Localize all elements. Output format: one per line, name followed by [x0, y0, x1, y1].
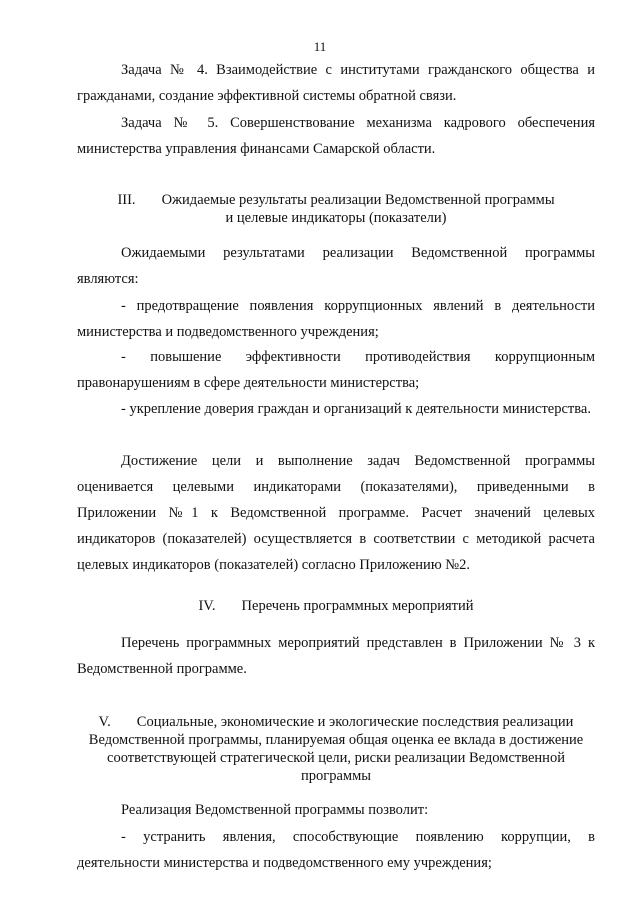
section-3-intro: Ожидаемыми результатами реализации Ведомственной программы являются: — [77, 245, 595, 287]
section-3-title-line-1: III. Ожидаемые результаты реализации Ведомственной программы — [117, 192, 555, 208]
section-5-intro: Реализация Ведомственной программы позволит: — [121, 802, 429, 818]
section-5-title-line-3: соответствующей стратегической цели, риски реализации Ведомственной — [107, 750, 565, 766]
section-5-title-line-1: V. Социальные, экономические и экологические последствия реализации — [98, 714, 574, 730]
section-5-title-line-4: программы — [301, 768, 371, 784]
task-5-paragraph: Задача № 5. Совершенствование механизма кадрового обеспечения министерства управления финансами Самарской области. — [77, 115, 595, 157]
section-4-number: IV. — [198, 598, 216, 614]
section-3-heading — [77, 191, 595, 227]
section-5-title-line-2: Ведомственной программы, планируемая общая оценка ее вклада в достижение — [88, 732, 584, 748]
section-4-title: Перечень программных мероприятий — [241, 598, 474, 614]
section-5-heading — [77, 713, 595, 785]
page-number: 11 — [313, 39, 327, 54]
section-5-list-item-1: - устранить явления, способствующие появлению коррупции, в деятельности министерства и подведомственного ему учреждения; — [77, 829, 595, 871]
section-3-list-item-1: - предотвращение появления коррупционных явлений в деятельности министерства и подведомственного учреждения; — [77, 298, 595, 340]
section-4-heading — [77, 597, 595, 615]
section-3-title-line-2: и целевые индикаторы (показатели) — [225, 210, 447, 226]
section-5-number: V. — [98, 714, 111, 730]
section-3-list-item-3: - укрепление доверия граждан и организаций к деятельности министерства. — [121, 401, 591, 417]
section-3-number: III. — [117, 192, 136, 208]
task-4-paragraph: Задача № 4. Взаимодействие с институтами гражданского общества и гражданами, создание эффективной системы обратной связи. — [77, 62, 595, 104]
section-3-list-item-2: - повышение эффективности противодействия коррупционным правонарушениям в сфере деятельности министерства; — [77, 349, 595, 391]
section-3-achievement-paragraph: Достижение цели и выполнение задач Ведомственной программы оценивается целевыми индикаторами (показателями), приведенными в Приложении №1 к Ведомственной программе. Расчет значений целевых индикаторов (показателей) осуществляется в соответствии с методикой расчета целевых индикаторов (показателей) согласно Приложению №2. — [77, 453, 595, 573]
section-4-paragraph: Перечень программных мероприятий представлен в Приложении № 3 к Ведомственной программе. — [77, 635, 595, 677]
